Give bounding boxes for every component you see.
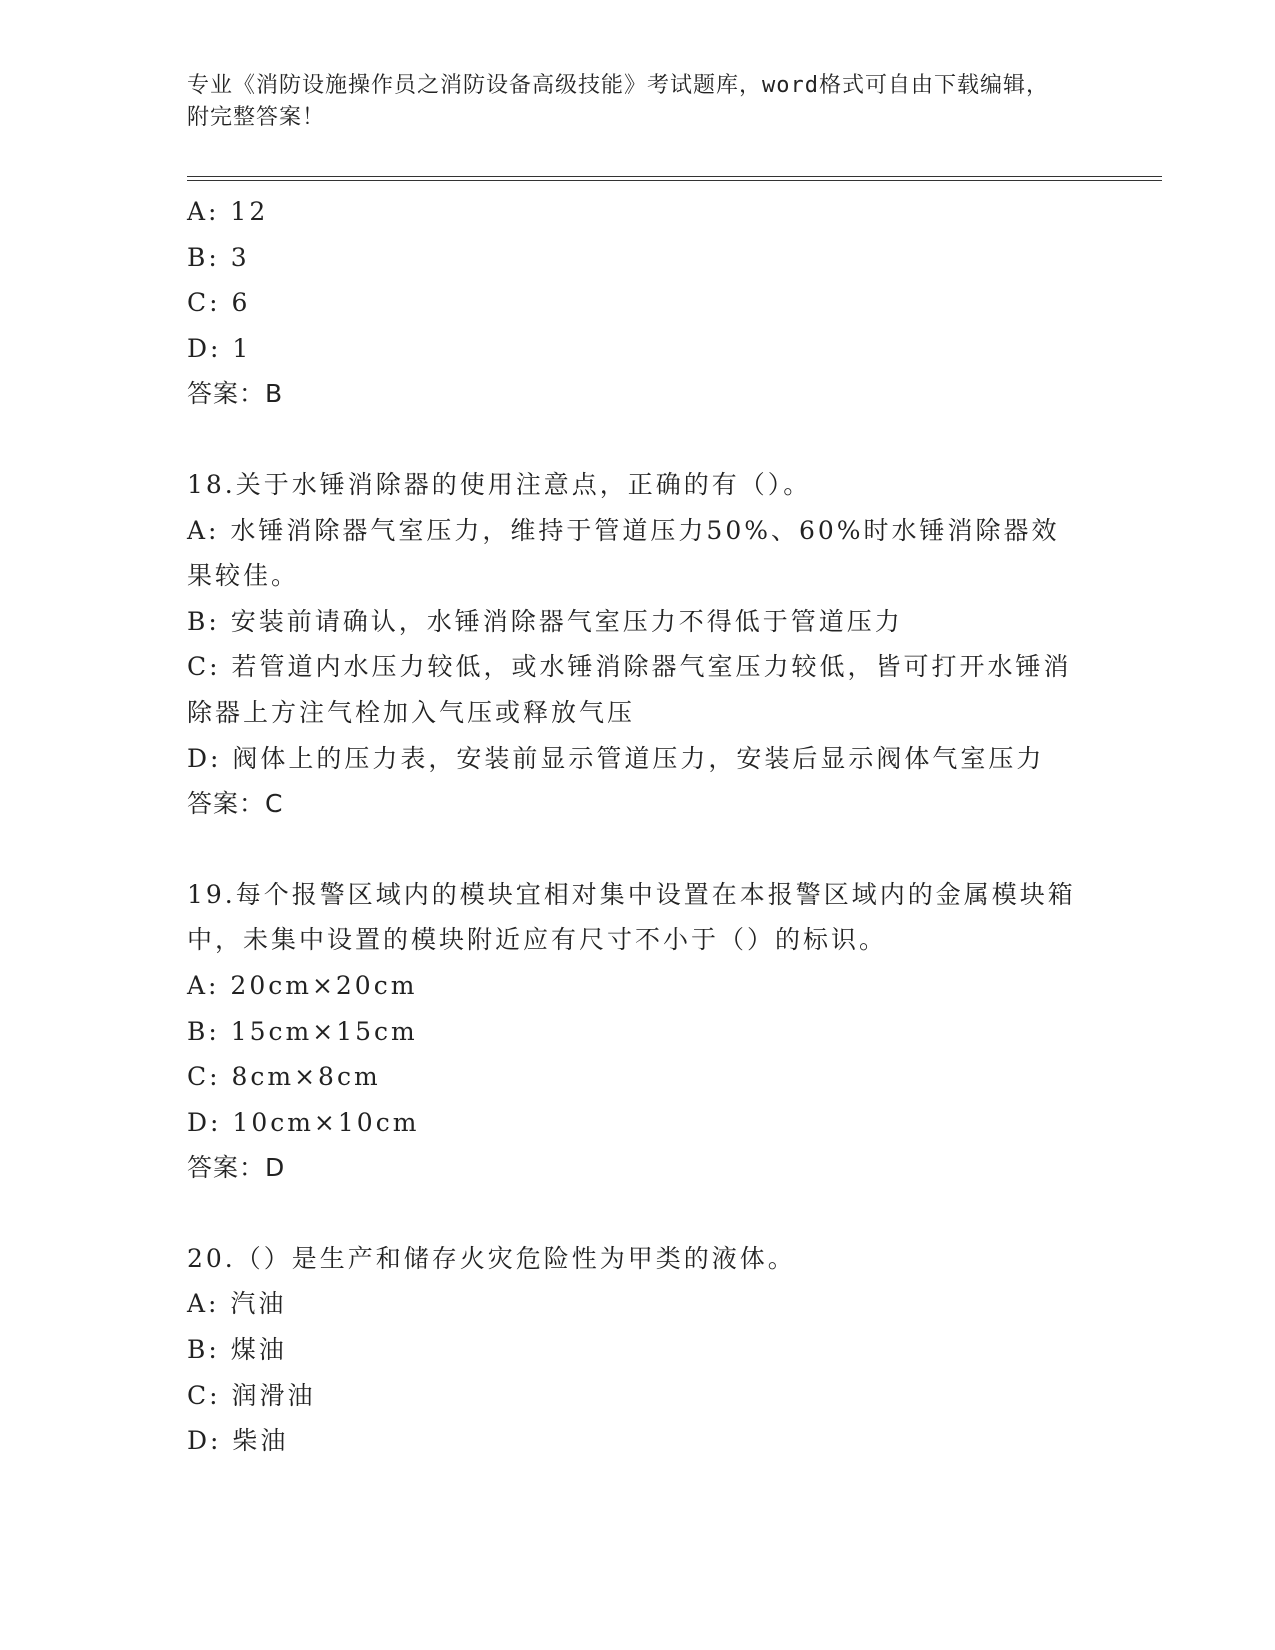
option-b: B: 安装前请确认，水锤消除器气室压力不得低于管道压力	[187, 606, 903, 636]
answer-line: 答案：C	[187, 789, 284, 819]
question-stem: 20.（）是生产和储存火灾危险性为甲类的液体。	[187, 1243, 796, 1273]
option-c: C: 若管道内水压力较低，或水锤消除器气室压力较低，皆可打开水锤消除器上方注气栓加入气压或释放气压	[187, 652, 1072, 727]
option-d: D: 10cm×10cm	[187, 1107, 420, 1137]
document-header: 专业《消防设施操作员之消防设备高级技能》考试题库，word格式可自由下载编辑，附完整答案！	[187, 73, 1049, 130]
option-d: D: 阀体上的压力表，安装前显示管道压力，安装后显示阀体气室压力	[187, 743, 1045, 773]
spacer	[187, 417, 1187, 462]
option-a: A: 12	[187, 197, 269, 226]
option-a: A: 20cm×20cm	[187, 970, 418, 1000]
answer-line: 答案：B	[187, 379, 284, 409]
option-a: A: 水锤消除器气室压力，维持于管道压力50%、60%时水锤消除器效果较佳。	[187, 515, 1060, 591]
question-18-block	[187, 462, 1187, 827]
header-divider	[187, 176, 1162, 181]
option-b: B: 15cm×15cm	[187, 1016, 418, 1046]
option-d: D: 柴油	[187, 1426, 289, 1456]
answer-line: 答案：D	[187, 1153, 286, 1183]
question-stem: 19.每个报警区域内的模块宜相对集中设置在本报警区域内的金属模块箱中，未集中设置的模块附近应有尺寸不小于（）的标识。	[187, 879, 1076, 955]
option-d: D: 1	[187, 333, 252, 363]
option-b: B: 3	[187, 242, 250, 272]
question-19-block	[187, 872, 1187, 1191]
spacer	[187, 827, 1187, 872]
document-page	[187, 70, 1187, 1464]
option-c: C: 润滑油	[187, 1380, 316, 1410]
question-17-block	[187, 189, 1187, 417]
option-c: C: 8cm×8cm	[187, 1062, 381, 1092]
question-stem: 18.关于水锤消除器的使用注意点，正确的有（）。	[187, 469, 812, 499]
option-a: A: 汽油	[187, 1289, 287, 1319]
option-c: C: 6	[187, 288, 251, 318]
question-20-block	[187, 1236, 1187, 1464]
option-b: B: 煤油	[187, 1335, 287, 1365]
spacer	[187, 1191, 1187, 1236]
